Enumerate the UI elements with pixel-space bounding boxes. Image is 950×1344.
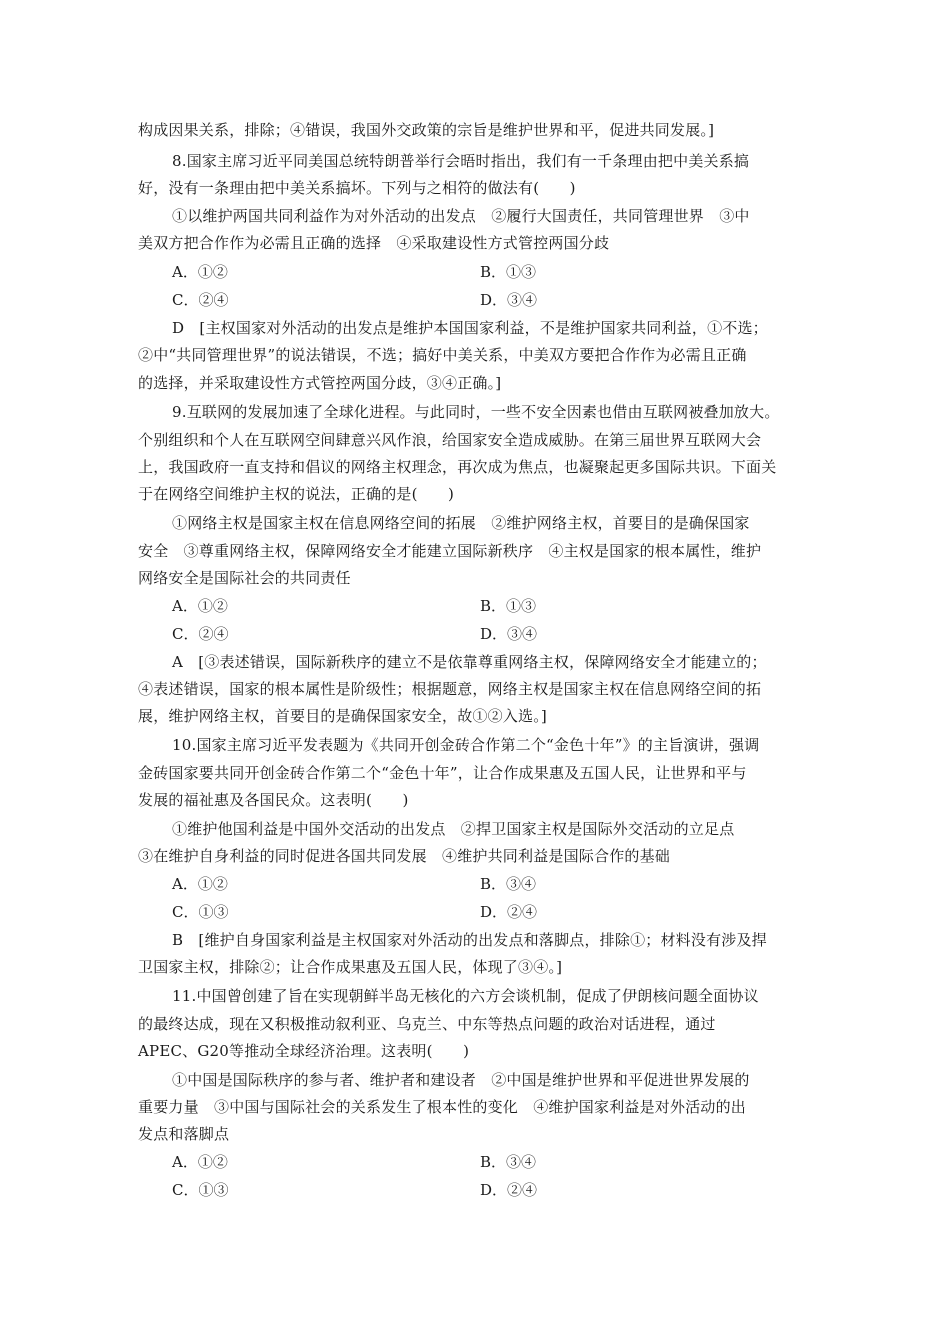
q11-option-d: D．②④ <box>480 1181 538 1199</box>
q8-option-a: A．①② <box>172 263 228 281</box>
q10-answer-line: B [维护自身国家利益是主权国家对外活动的出发点和落脚点，排除①；材料没有涉及捍 <box>172 931 767 949</box>
q10-option-b: B．③④ <box>480 875 537 893</box>
q9-option-a: A．①② <box>172 597 228 615</box>
q9-option-b: B．①③ <box>480 597 537 615</box>
q8-stem-line: 8.国家主席习近平同美国总统特朗普举行会晤时指出，我们有一千条理由把中美关系搞 <box>172 152 750 170</box>
q9-stem-line: 上，我国政府一直支持和倡议的网络主权理念，再次成为焦点，也凝聚起更多国际共识。下面关 <box>138 458 777 476</box>
q9-option-d: D．③④ <box>480 625 538 643</box>
q9-stem-line: 9.互联网的发展加速了全球化进程。与此同时，一些不安全因素也借由互联网被叠加放大。 <box>172 403 780 421</box>
q11-items-line: 发点和落脚点 <box>138 1125 230 1143</box>
q11-stem-line: 11.中国曾创建了旨在实现朝鲜半岛无核化的六方会谈机制，促成了伊朗核问题全面协议 <box>172 987 759 1005</box>
q11-stem-line: 的最终达成，现在又积极推动叙利亚、乌克兰、中东等热点问题的政治对话进程，通过 <box>138 1015 716 1033</box>
q8-stem-line: 好，没有一条理由把中美关系搞坏。下列与之相符的做法有( ) <box>138 179 576 197</box>
q11-items-line: 重要力量 ③中国与国际社会的关系发生了根本性的变化 ④维护国家利益是对外活动的出 <box>138 1098 747 1116</box>
q8-option-b: B．①③ <box>480 263 537 281</box>
q9-items-line: 安全 ③尊重网络主权，保障网络安全才能建立国际新秩序 ④主权是国家的根本属性，维护 <box>138 542 762 560</box>
q9-items-line: ①网络主权是国家主权在信息网络空间的拓展 ②维护网络主权，首要目的是确保国家 <box>172 514 750 532</box>
q10-stem-line: 发展的福祉惠及各国民众。这表明( ) <box>138 791 409 809</box>
q10-option-a: A．①② <box>172 875 228 893</box>
q10-stem-line: 金砖国家要共同开创金砖合作第二个“金色十年”，让合作成果惠及五国人民，让世界和平与 <box>138 764 747 782</box>
q8-items-line: ①以维护两国共同利益作为对外活动的出发点 ②履行大国责任，共同管理世界 ③中 <box>172 207 750 225</box>
q10-items-line: ③在维护自身利益的同时促进各国共同发展 ④维护共同利益是国际合作的基础 <box>138 847 671 865</box>
q9-answer-line: 展，维护网络主权，首要目的是确保国家安全，故①②入选。] <box>138 707 547 725</box>
q11-items-line: ①中国是国际秩序的参与者、维护者和建设者 ②中国是维护世界和平促进世界发展的 <box>172 1071 750 1089</box>
q8-option-d: D．③④ <box>480 291 538 309</box>
q11-option-b: B．③④ <box>480 1153 537 1171</box>
q9-answer-line: ④表述错误，国家的根本属性是阶级性；根据题意，网络主权是国家主权在信息网络空间的拓 <box>138 680 762 698</box>
q8-answer-line: 的选择，并采取建设性方式管控两国分歧，③④正确。] <box>138 374 502 392</box>
q8-items-line: 美双方把合作作为必需且正确的选择 ④采取建设性方式管控两国分歧 <box>138 234 610 252</box>
q10-items-line: ①维护他国利益是中国外交活动的出发点 ②捍卫国家主权是国际外交活动的立足点 <box>172 820 735 838</box>
q9-stem-line: 于在网络空间维护主权的说法，正确的是( ) <box>138 485 455 503</box>
q8-answer-line: D [主权国家对外活动的出发点是维护本国国家利益，不是维护国家共同利益，①不选； <box>172 319 768 337</box>
q10-answer-line: 卫国家主权，排除②；让合作成果惠及五国人民，体现了③④。] <box>138 958 563 976</box>
q9-items-line: 网络安全是国际社会的共同责任 <box>138 569 351 587</box>
q8-option-c: C．②④ <box>172 291 229 309</box>
q8-answer-line: ②中“共同管理世界”的说法错误，不选；搞好中美关系，中美双方要把合作作为必需且正确 <box>138 346 747 364</box>
q10-stem-line: 10.国家主席习近平发表题为《共同开创金砖合作第二个“金色十年”》的主旨演讲，强调 <box>172 736 760 754</box>
q7-answer-tail: 构成因果关系，排除；④错误，我国外交政策的宗旨是维护世界和平，促进共同发展。] <box>138 121 715 139</box>
q11-option-c: C．①③ <box>172 1181 229 1199</box>
q9-option-c: C．②④ <box>172 625 229 643</box>
q10-option-c: C．①③ <box>172 903 229 921</box>
q11-stem-line: APEC、G20等推动全球经济治理。这表明( ) <box>138 1042 470 1060</box>
q9-answer-line: A [③表述错误，国际新秩序的建立不是依靠尊重网络主权，保障网络安全才能建立的； <box>172 653 767 671</box>
q10-option-d: D．②④ <box>480 903 538 921</box>
q11-option-a: A．①② <box>172 1153 228 1171</box>
q9-stem-line: 个别组织和个人在互联网空间肆意兴风作浪，给国家安全造成威胁。在第三届世界互联网大会 <box>138 431 762 449</box>
